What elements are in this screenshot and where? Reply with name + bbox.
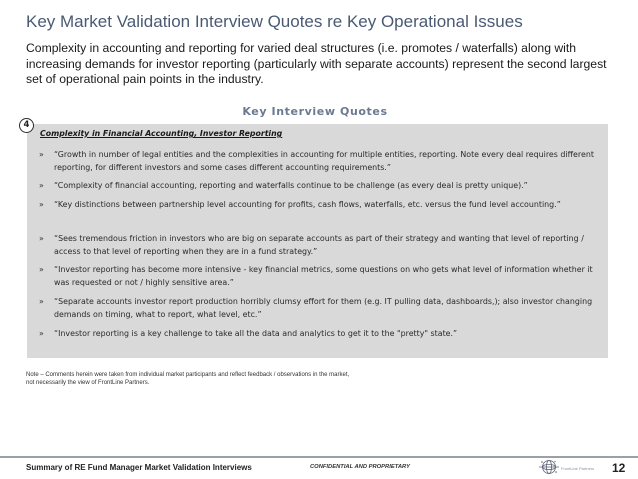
logo-wordmark: FrontLine Partners [561, 466, 595, 471]
bullet-icon: » [39, 181, 44, 190]
quote-item [39, 233, 599, 258]
footnote: Note – Comments herein were taken from individual market participants and reflect feedback / observations in the market, not necessarily the view of FrontLine Partners. [26, 372, 350, 386]
bullet-icon: » [39, 265, 44, 274]
bullet-icon: » [39, 150, 44, 159]
footer-deck-title: Summary of RE Fund Manager Market Validation Interviews [26, 463, 252, 472]
confidential-label: CONFIDENTIAL AND PROPRIETARY [310, 464, 410, 470]
quotes-heading: Complexity in Financial Accounting, Investor Reporting [40, 129, 283, 138]
quote-text: “Sees tremendous friction in investors who are big on separate accounts as part of their strategy and wanting that level of reporting / access to that level of reporting when they are in a fund strategy.” [54, 234, 584, 256]
quote-text: “Investor reporting has become more intensive - key financial metrics, some questions on who gets what level of information whether it was requested or not / highly sensitive area.” [54, 265, 593, 287]
quote-text: “Investor reporting is a key challenge to take all the data and analytics to get it to the "pretty" state.” [54, 329, 458, 338]
page-title: Key Market Validation Interview Quotes re Key Operational Issues [26, 12, 523, 31]
quote-item [39, 296, 599, 321]
section-number-badge: 4 [19, 118, 34, 133]
bullet-icon: » [39, 234, 44, 243]
quote-text: “Growth in number of legal entities and the complexities in accounting for multiple entities, reporting. Note every deal requires different reporting, for different investors and some cases different accounting requirements.” [54, 150, 594, 172]
quote-text: “Separate accounts investor report production horribly clumsy effort for them (e.g. IT pulling data, dashboards,); also investor changing demands on timing, what to report, what level, etc.” [54, 297, 593, 319]
quote-item [39, 328, 599, 341]
quote-item [39, 149, 599, 174]
section-title: Key Interview Quotes [242, 105, 388, 118]
bullet-icon: » [39, 297, 44, 306]
frontline-logo-icon [538, 458, 560, 476]
page-number: 12 [612, 461, 626, 475]
bullet-icon: » [39, 329, 44, 338]
quote-item [39, 264, 599, 289]
quote-text: “Key distinctions between partnership level accounting for profits, cash flows, waterfalls, etc. versus the fund level accounting.” [54, 200, 561, 209]
quote-item [39, 180, 599, 193]
bullet-icon: » [39, 200, 44, 209]
quote-text: “Complexity of financial accounting, reporting and waterfalls continue to be challenge (as every deal is pretty unique).” [54, 181, 528, 190]
page-subtitle: Complexity in accounting and reporting for varied deal structures (i.e. promotes / waterfalls) along with increasing demands for investor reporting (particularly with separate accounts) represent the second largest set of operational pain points in the industry. [26, 41, 607, 87]
quote-item [39, 199, 599, 212]
